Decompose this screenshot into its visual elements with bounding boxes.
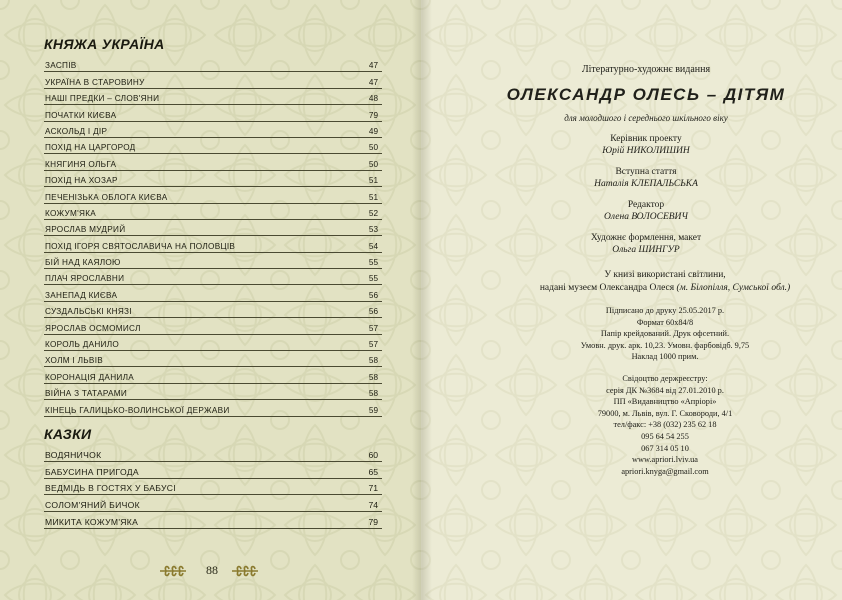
- toc-entry[interactable]: [44, 384, 382, 400]
- credit-role: Художнє формлення, макет: [590, 233, 702, 243]
- toc-entry[interactable]: [44, 56, 382, 72]
- toc-entry[interactable]: [44, 479, 382, 496]
- toc-entry[interactable]: [44, 302, 382, 318]
- toc-entry[interactable]: [44, 495, 382, 512]
- toc-entry-title: ВЕДМІДЬ В ГОСТЯХ У БАБУСІ: [45, 483, 176, 494]
- toc-entry-title: ВІЙНА З ТАТАРАМИ: [45, 389, 128, 399]
- toc-entry-page: 53: [368, 225, 378, 235]
- credit-role: Вступна стаття: [615, 167, 677, 177]
- toc-entry[interactable]: [44, 269, 382, 285]
- toc-entry-title: КІНЕЦЬ ГАЛИЦЬКО-ВОЛИНСЬКОЇ ДЕРЖАВИ: [45, 405, 230, 415]
- toc-entry-page: 56: [368, 307, 378, 317]
- credit-name: Олена ВОЛОСЕВИЧ: [604, 212, 688, 222]
- toc-entry-page: 55: [368, 258, 378, 268]
- credit-name: Наталія КЛЕПАЛЬСЬКА: [594, 179, 698, 189]
- print-specs: [496, 305, 796, 363]
- photo-credit-note: [496, 269, 796, 295]
- toc-entry[interactable]: [44, 122, 382, 138]
- toc-entry-page: 50: [368, 159, 378, 169]
- publisher-email[interactable]: apriori.knyga@gmail.com: [621, 466, 709, 476]
- toc-entry[interactable]: [44, 154, 382, 170]
- toc-entry[interactable]: [44, 400, 382, 416]
- toc-entry-page: 71: [368, 483, 378, 494]
- toc-entry-title: ПОЧАТКИ КИЄВА: [45, 110, 117, 120]
- toc-entry-page: 65: [368, 466, 378, 477]
- toc-entry-page: 48: [368, 94, 378, 104]
- toc-entry-page: 50: [368, 143, 378, 153]
- toc-entry[interactable]: [44, 187, 382, 203]
- toc-entry-page: 60: [368, 450, 378, 461]
- toc-entry[interactable]: [44, 89, 382, 105]
- note-text: надані музеєм Олександра Олеся: [539, 283, 675, 293]
- spec-line: Наклад 1000 прим.: [631, 352, 699, 362]
- toc-entry[interactable]: [44, 138, 382, 154]
- toc-entry[interactable]: [44, 236, 382, 252]
- publisher-website[interactable]: www.apriori.lviv.ua: [632, 455, 698, 465]
- credit: [496, 233, 796, 255]
- toc-section-title: КНЯЖА УКРАЇНА: [44, 36, 165, 52]
- toc-entry[interactable]: [44, 367, 382, 383]
- toc-entry-title: ПОХІД НА ХОЗАР: [45, 176, 118, 186]
- leaf-ornament-icon: [230, 563, 260, 579]
- book-title: ОЛЕКСАНДР ОЛЕСЬ – ДІТЯМ: [506, 85, 786, 104]
- note-place: (м. Білопілля, Сумської обл.): [676, 283, 791, 293]
- toc-entry-page: 54: [368, 241, 378, 251]
- toc-section-title: КАЗКИ: [44, 425, 92, 442]
- toc-entry-title: ЯРОСЛАВ МУДРИЙ: [45, 225, 126, 235]
- toc-entry-title: ВОДЯНИЧОК: [45, 450, 102, 461]
- page-number-footer: [150, 559, 270, 583]
- toc-entry-title: БІЙ НАД КАЯЛОЮ: [45, 258, 121, 268]
- toc-entry-page: 51: [368, 192, 378, 202]
- credit-role: Редактор: [627, 200, 665, 210]
- toc-entry-page: 58: [368, 389, 378, 399]
- toc-entry-page: 52: [368, 208, 378, 218]
- spec-line: Підписано до друку 25.05.2017 р.: [605, 306, 725, 315]
- toc-entry-page: 56: [368, 290, 378, 300]
- toc-entry[interactable]: [44, 351, 382, 367]
- toc-entry[interactable]: [44, 253, 382, 269]
- toc-entry-title: КОРОНАЦІЯ ДАНИЛА: [45, 372, 135, 382]
- toc-entry-page: 79: [368, 110, 378, 120]
- toc-entry-title: ПОХІД НА ЦАРГОРОД: [45, 143, 136, 153]
- toc-entry-title: КОРОЛЬ ДАНИЛО: [45, 340, 120, 350]
- toc-entry[interactable]: [44, 335, 382, 351]
- toc-list-kniazha: [44, 56, 382, 417]
- toc-entry-title: НАШІ ПРЕДКИ – СЛОВ'ЯНИ: [45, 94, 160, 104]
- table-of-contents: [44, 36, 382, 529]
- book-subtitle: для молодшого і середнього шкільного віку: [564, 113, 728, 123]
- toc-entry[interactable]: [44, 220, 382, 236]
- toc-entry[interactable]: [44, 72, 382, 88]
- toc-entry-title: СУЗДАЛЬСЬКІ КНЯЗІ: [45, 307, 132, 317]
- toc-entry-title: УКРАЇНА В СТАРОВИНУ: [45, 77, 145, 87]
- toc-entry[interactable]: [44, 204, 382, 220]
- publisher-line: ПП «Видавництво «Апріорі»: [613, 397, 717, 407]
- toc-entry-page: 79: [368, 516, 378, 527]
- spec-line: Умовн. друк. арк. 10,23. Умовн. фарбовідб. 9,75: [580, 340, 750, 350]
- book-gutter: [412, 0, 432, 600]
- note-line: У книзі використані світлини,: [604, 270, 726, 280]
- toc-entry-title: ЗАСПІВ: [45, 61, 77, 71]
- credit-name: Ольга ШИНГУР: [612, 245, 680, 255]
- toc-entry-page: 58: [368, 372, 378, 382]
- credit: [496, 134, 796, 156]
- spec-line: Папір крейдований. Друк офсетний.: [600, 329, 730, 339]
- toc-entry-title: ХОЛМ І ЛЬВІВ: [45, 356, 104, 366]
- toc-entry-page: 47: [368, 77, 378, 87]
- credit-name: Юрій НИКОЛИШИН: [602, 146, 690, 156]
- toc-list-kazky: [44, 446, 382, 529]
- toc-entry-page: 55: [368, 274, 378, 284]
- toc-entry-title: ЯРОСЛАВ ОСМОМИСЛ: [45, 323, 141, 333]
- toc-entry-page: 57: [368, 323, 378, 333]
- toc-entry[interactable]: [44, 318, 382, 334]
- toc-entry[interactable]: [44, 512, 382, 529]
- toc-entry-page: 59: [368, 405, 378, 415]
- toc-entry-page: 74: [368, 499, 378, 510]
- credit-role: Керівник проекту: [610, 134, 682, 144]
- leaf-ornament-icon: [158, 563, 188, 579]
- imprint-block: [496, 62, 796, 477]
- publisher-line: Свідоцтво держреєстру:: [622, 373, 708, 383]
- toc-entry[interactable]: [44, 105, 382, 121]
- toc-entry-title: ПЕЧЕНІЗЬКА ОБЛОГА КИЄВА: [45, 192, 168, 202]
- edition-type: Літературно-художнє видання: [581, 64, 711, 75]
- toc-entry[interactable]: [44, 171, 382, 187]
- toc-entry-page: 47: [368, 61, 378, 71]
- toc-entry[interactable]: [44, 285, 382, 301]
- credit: [496, 200, 796, 222]
- toc-entry-title: КОЖУМ'ЯКА: [45, 208, 97, 218]
- publisher-line: 095 64 54 255: [641, 431, 689, 441]
- page-number: 88: [206, 563, 218, 577]
- toc-entry[interactable]: [44, 446, 382, 463]
- toc-entry-title: КНЯГИНЯ ОЛЬГА: [45, 159, 117, 169]
- toc-entry-page: 51: [368, 176, 378, 186]
- publisher-line: 067 314 05 10: [641, 443, 689, 453]
- toc-entry-page: 58: [368, 356, 378, 366]
- note-line: [534, 282, 796, 295]
- right-page: [421, 0, 842, 600]
- toc-entry-title: БАБУСИНА ПРИГОДА: [45, 466, 139, 477]
- toc-entry-title: ПОХІД ІГОРЯ СВЯТОСЛАВИЧА НА ПОЛОВЦІВ: [45, 241, 236, 251]
- toc-entry-title: ПЛАЧ ЯРОСЛАВНИ: [45, 274, 125, 284]
- toc-entry-page: 57: [368, 340, 378, 350]
- publisher-line: серія ДК №3684 від 27.01.2010 р.: [606, 385, 724, 395]
- toc-entry-title: МИКИТА КОЖУМ'ЯКА: [45, 516, 139, 527]
- toc-entry-page: 49: [368, 126, 378, 136]
- publisher-line: 79000, м. Львів, вул. Г. Сковороди, 4/1: [597, 408, 733, 418]
- spec-line: Формат 60х84/8: [636, 317, 694, 327]
- publisher-line: тел/факс: +38 (032) 235 62 18: [613, 420, 717, 430]
- credit: [496, 167, 796, 189]
- publisher-info: [496, 373, 796, 477]
- toc-entry-title: ЗАНЕПАД КИЄВА: [45, 290, 118, 300]
- toc-entry[interactable]: [44, 462, 382, 479]
- toc-entry-title: АСКОЛЬД І ДІР: [45, 126, 108, 136]
- toc-entry-title: СОЛОМ'ЯНИЙ БИЧОК: [45, 499, 140, 510]
